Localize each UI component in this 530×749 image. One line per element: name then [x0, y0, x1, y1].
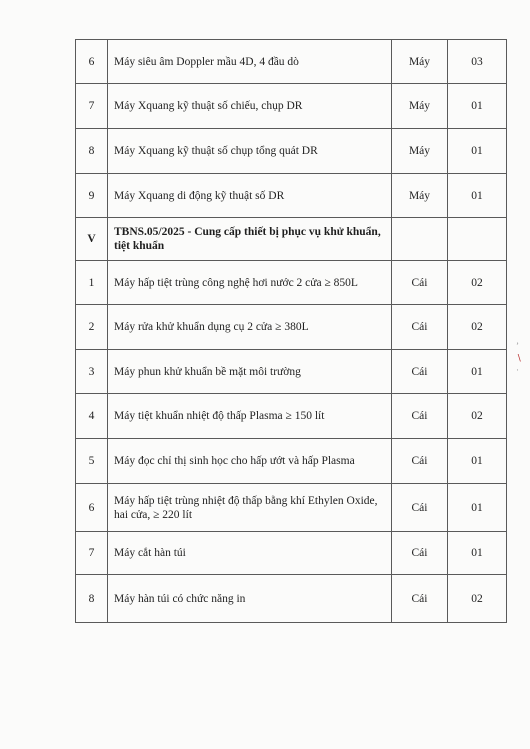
scan-edge-marks: ’ ∖ · [516, 341, 522, 375]
equipment-quantity: 01 [448, 484, 507, 532]
row-number: 2 [76, 305, 108, 350]
row-number: 3 [76, 350, 108, 394]
equipment-unit: Cái [392, 439, 448, 484]
equipment-quantity: 01 [448, 350, 507, 394]
row-number: 9 [76, 174, 108, 218]
equipment-name: Máy Xquang kỹ thuật số chiếu, chụp DR [108, 84, 392, 129]
equipment-name: Máy cắt hàn túi [108, 532, 392, 575]
row-number: 4 [76, 394, 108, 439]
equipment-quantity: 02 [448, 394, 507, 439]
row-number: 7 [76, 532, 108, 575]
table-row [76, 305, 507, 350]
table-row [76, 84, 507, 129]
equipment-quantity: 02 [448, 575, 507, 623]
equipment-name: Máy hấp tiệt trùng nhiệt độ thấp bằng khí Ethylen Oxide, hai cửa, ≥ 220 lít [108, 484, 392, 532]
row-number: 8 [76, 575, 108, 623]
equipment-unit: Máy [392, 84, 448, 129]
row-number: 5 [76, 439, 108, 484]
equipment-quantity: 03 [448, 40, 507, 84]
table-row [76, 261, 507, 305]
equipment-name: Máy tiệt khuẩn nhiệt độ thấp Plasma ≥ 150 lít [108, 394, 392, 439]
equipment-name: Máy đọc chỉ thị sinh học cho hấp ướt và hấp Plasma [108, 439, 392, 484]
equipment-unit: Máy [392, 129, 448, 174]
equipment-quantity: 02 [448, 261, 507, 305]
table-row [76, 350, 507, 394]
equipment-unit: Cái [392, 350, 448, 394]
equipment-name: Máy Xquang di động kỹ thuật số DR [108, 174, 392, 218]
table-row [76, 439, 507, 484]
table-row [76, 575, 507, 623]
equipment-name: Máy siêu âm Doppler mầu 4D, 4 đầu dò [108, 40, 392, 84]
equipment-quantity: 01 [448, 439, 507, 484]
equipment-table [75, 39, 507, 623]
equipment-quantity: 02 [448, 305, 507, 350]
table-row [76, 484, 507, 532]
row-number: 7 [76, 84, 108, 129]
table-row [76, 394, 507, 439]
table-row [76, 532, 507, 575]
equipment-unit: Cái [392, 305, 448, 350]
equipment-unit: Máy [392, 40, 448, 84]
section-title: TBNS.05/2025 - Cung cấp thiết bị phục vụ khử khuẩn, tiệt khuẩn [108, 218, 392, 261]
equipment-unit [392, 218, 448, 261]
row-number: 6 [76, 40, 108, 84]
equipment-quantity: 01 [448, 532, 507, 575]
table-row [76, 174, 507, 218]
table-row [76, 40, 507, 84]
table-row [76, 129, 507, 174]
equipment-quantity: 01 [448, 129, 507, 174]
equipment-unit: Cái [392, 484, 448, 532]
row-number: 6 [76, 484, 108, 532]
equipment-unit: Máy [392, 174, 448, 218]
equipment-unit: Cái [392, 532, 448, 575]
equipment-unit: Cái [392, 575, 448, 623]
equipment-name: Máy hàn túi có chức năng in [108, 575, 392, 623]
equipment-name: Máy hấp tiệt trùng công nghệ hơi nước 2 cửa ≥ 850L [108, 261, 392, 305]
row-number: 8 [76, 129, 108, 174]
equipment-quantity: 01 [448, 174, 507, 218]
row-number: 1 [76, 261, 108, 305]
section-row [76, 218, 507, 261]
equipment-unit: Cái [392, 261, 448, 305]
equipment-unit: Cái [392, 394, 448, 439]
equipment-name: Máy Xquang kỹ thuật số chụp tổng quát DR [108, 129, 392, 174]
equipment-quantity: 01 [448, 84, 507, 129]
equipment-quantity [448, 218, 507, 261]
equipment-name: Máy phun khử khuẩn bề mặt môi trường [108, 350, 392, 394]
equipment-name: Máy rửa khử khuẩn dụng cụ 2 cửa ≥ 380L [108, 305, 392, 350]
section-number: V [76, 218, 108, 261]
